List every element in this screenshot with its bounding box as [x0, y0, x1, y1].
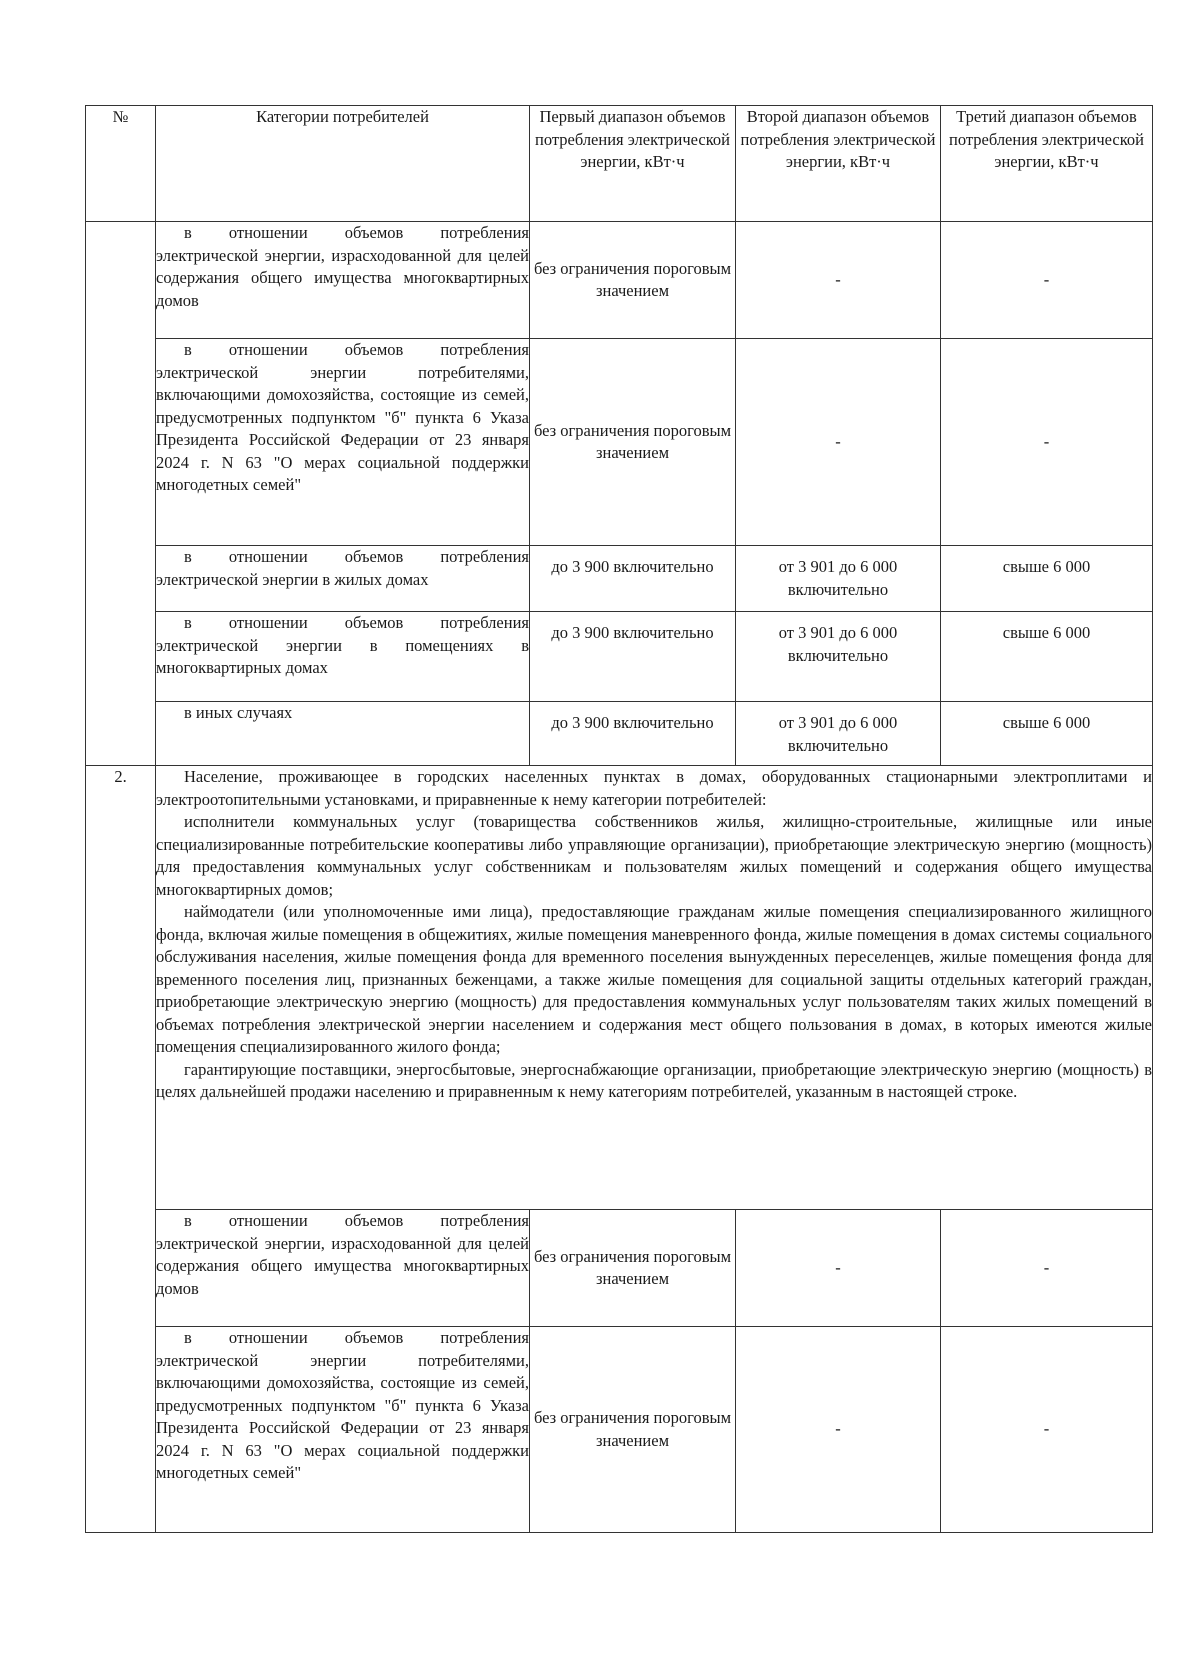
range2-cell: от 3 901 до 6 000 включительно	[736, 702, 941, 766]
range3-cell: свыше 6 000	[941, 546, 1153, 612]
category-cell: в отношении объемов потребления электрической энергии в жилых домах	[156, 546, 530, 612]
header-category: Категории потребителей	[156, 106, 530, 222]
range1-cell: до 3 900 включительно	[530, 702, 736, 766]
range1-cell: до 3 900 включительно	[530, 546, 736, 612]
section-2-paragraph: наймодатели (или уполномоченные ими лица), предоставляющие гражданам жилые помещения специализированного жилищного фонда, включая жилые помещения в общежитиях, жилые помещения маневренного фонда, жилые помещения в домах системы социального обслуживания населения, жилые помещения фонда для временного поселения вынужденных переселенцев, жилые помещения фонда для временного поселения лиц, признанных беженцами, а также жилые помещения для социальной защиты отдельных категорий граждан, приобретающие электрическую энергию (мощность) для предоставления коммунальных услуг пользователям таких жилых помещений в объемах потребления электрической энергии населением и содержания мест общего пользования в домах, в которых имеются жилые помещения специализированного жилого фонда;	[156, 902, 1152, 1056]
range2-cell: -	[736, 1210, 941, 1327]
header-range2: Второй диапазон объемов потребления электрической энергии, кВт·ч	[736, 106, 941, 222]
section-2-row	[86, 766, 1153, 1210]
section-2-paragraph: исполнители коммунальных услуг (товарищества собственников жилья, жилищно-строительные, жилищные или иные специализированные потребительские кооперативы либо управляющие организации), приобретающие электрическую энергию (мощность) для предоставления коммунальных услуг собственникам и пользователям жилых помещений и содержания общего имущества многоквартирных домов;	[156, 812, 1152, 899]
range2-cell: -	[736, 339, 941, 546]
section-number: 2.	[86, 766, 156, 1533]
range3-cell: -	[941, 1210, 1153, 1327]
range1-cell: без ограничения пороговым значением	[530, 222, 736, 339]
table-header-row	[86, 106, 1153, 222]
category-cell: в отношении объемов потребления электрической энергии, израсходованной для целей содержания общего имущества многоквартирных домов	[156, 1210, 530, 1327]
range3-cell: свыше 6 000	[941, 612, 1153, 702]
table-row	[86, 546, 1153, 612]
header-num: №	[86, 106, 156, 222]
num-cell-empty	[86, 222, 156, 766]
range2-cell: -	[736, 222, 941, 339]
range3-cell: -	[941, 339, 1153, 546]
category-cell: в отношении объемов потребления электрической энергии потребителями, включающими домохозяйства, состоящие из семей, предусмотренных подпунктом "б" пункта 6 Указа Президента Российской Федерации от 23 января 2024 г. N 63 "О мерах социальной поддержки многодетных семей"	[156, 339, 530, 546]
table-row	[86, 702, 1153, 766]
table-row	[86, 612, 1153, 702]
section-2-description	[156, 766, 1153, 1210]
table-row	[86, 222, 1153, 339]
section-2-paragraph: гарантирующие поставщики, энергосбытовые, энергоснабжающие организации, приобретающие электрическую энергию (мощность) в целях дальнейшей продажи населению и приравненным к нему категориям потребителей, указанным в настоящей строке.	[156, 1059, 1152, 1101]
header-range3: Третий диапазон объемов потребления электрической энергии, кВт·ч	[941, 106, 1153, 222]
range3-cell: свыше 6 000	[941, 702, 1153, 766]
range1-cell: без ограничения пороговым значением	[530, 1327, 736, 1533]
header-range1: Первый диапазон объемов потребления электрической энергии, кВт·ч	[530, 106, 736, 222]
range3-cell: -	[941, 1327, 1153, 1533]
range2-cell: -	[736, 1327, 941, 1533]
category-cell: в отношении объемов потребления электрической энергии потребителями, включающими домохозяйства, состоящие из семей, предусмотренных подпунктом "б" пункта 6 Указа Президента Российской Федерации от 23 января 2024 г. N 63 "О мерах социальной поддержки многодетных семей"	[156, 1327, 530, 1533]
tariff-table	[85, 105, 1153, 1533]
range2-cell: от 3 901 до 6 000 включительно	[736, 612, 941, 702]
table-row	[86, 1210, 1153, 1327]
category-cell: в отношении объемов потребления электрической энергии, израсходованной для целей содержания общего имущества многоквартирных домов	[156, 222, 530, 339]
range1-cell: без ограничения пороговым значением	[530, 339, 736, 546]
range3-cell: -	[941, 222, 1153, 339]
category-cell: в иных случаях	[156, 702, 530, 766]
table-row	[86, 1327, 1153, 1533]
table-row	[86, 339, 1153, 546]
range1-cell: без ограничения пороговым значением	[530, 1210, 736, 1327]
range2-cell: от 3 901 до 6 000 включительно	[736, 546, 941, 612]
category-cell: в отношении объемов потребления электрической энергии в помещениях в многоквартирных домах	[156, 612, 530, 702]
section-2-paragraph: Население, проживающее в городских населенных пунктах в домах, оборудованных стационарными электроплитами и электроотопительными установками, и приравненные к нему категории потребителей:	[156, 767, 1152, 809]
range1-cell: до 3 900 включительно	[530, 612, 736, 702]
